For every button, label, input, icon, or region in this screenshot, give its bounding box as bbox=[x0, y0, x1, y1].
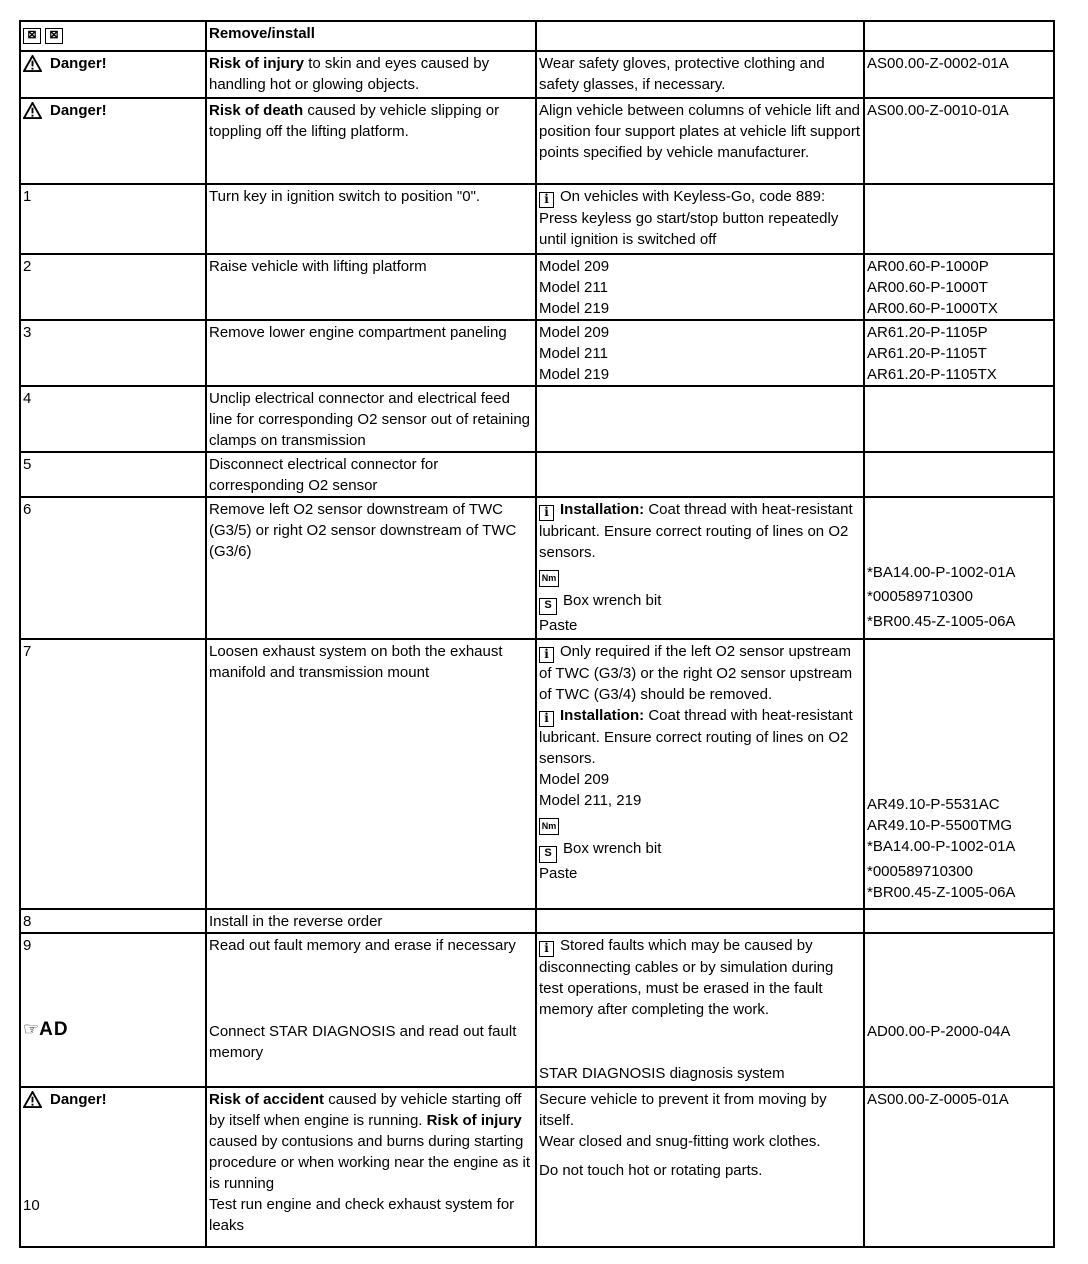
step-row: 9 ☞AD Read out fault memory and erase if necessary Connect STAR DIAGNOSIS and read out fault memory i Stored faults which may be caused by disconnecting cables or by simulation during test operations, must be erased in the fault memory after completing the work. STAR DIAGNOSIS diagnosis system AD00.00-P-2000-04A bbox=[20, 933, 1054, 1087]
info-icon: i bbox=[539, 192, 554, 208]
remove-icon: ⊠ bbox=[23, 28, 41, 44]
step-row: 4 Unclip electrical connector and electrical feed line for corresponding O2 sensor out of retaining clamps on transmission bbox=[20, 386, 1054, 452]
warning-triangle-icon bbox=[23, 1091, 42, 1108]
pointing-hand-icon: ☞ bbox=[23, 1019, 40, 1039]
danger-label: Danger! bbox=[23, 100, 107, 121]
install-icon: ⊠ bbox=[45, 28, 63, 44]
step-row: 8 Install in the reverse order bbox=[20, 909, 1054, 933]
procedure-table bbox=[19, 20, 1055, 1248]
warning-triangle-icon bbox=[23, 102, 42, 119]
danger-row: Danger! 10 Risk of accident caused by vehicle starting off by itself when engine is running. Risk of injury caused by contusions and burns during starting procedure or when working near the engine as it is running Test run engine and check exhaust system for leaks Secure vehicle to prevent it from moving by itself. Wear closed and snug-fitting work clothes. Do not touch hot or rotating parts. AS00.00-Z-0005-01A bbox=[20, 1087, 1054, 1247]
info-icon: i bbox=[539, 647, 554, 663]
step-row: 2 Raise vehicle with lifting platform Model 209 Model 211 Model 219 AR00.60-P-1000P AR00.60-P-1000T AR00.60-P-1000TX bbox=[20, 254, 1054, 320]
tool-icon: S bbox=[539, 846, 557, 863]
step-row: 6 Remove left O2 sensor downstream of TWC (G3/5) or right O2 sensor downstream of TWC (G3/6) i Installation: Coat thread with heat-resistant lubricant. Ensure correct routing of lines on O2 sensors. Nm S Box wrench bit Paste *BA14.00-P-1002-01A *000589710300 *BR00.45-Z-1005-06A bbox=[20, 497, 1054, 639]
danger-row: Danger! Risk of death caused by vehicle slipping or toppling off the lifting platform. Align vehicle between columns of vehicle lift and position four support plates at vehicle lift support points specified by vehicle manufacturer. AS00.00-Z-0010-01A bbox=[20, 98, 1054, 184]
torque-icon: Nm bbox=[539, 818, 559, 835]
step-row: 7 Loosen exhaust system on both the exhaust manifold and transmission mount i Only required if the left O2 sensor upstream of TWC (G3/3) or the right O2 sensor upstream of TWC (G3/4) should be removed. i Installation: Coat thread with heat-resistant lubricant. Ensure correct routing of lines on O2 sensors. Model 209 Model 211, 219 Nm S Box wrench bit Paste AR49.10-P-5531AC AR49.10-P-5500TMG *BA14.00-P-1002-01A *000589710300 *BR00.45-Z-1005-06A bbox=[20, 639, 1054, 909]
danger-label: Danger! bbox=[23, 1089, 107, 1110]
ad-label: AD bbox=[39, 1019, 69, 1040]
danger-label: Danger! bbox=[23, 53, 107, 74]
warning-triangle-icon bbox=[23, 55, 42, 72]
danger-row: Danger! Risk of injury to skin and eyes caused by handling hot or glowing objects. Wear safety gloves, protective clothing and safety glasses, if necessary. AS00.00-Z-0002-01A bbox=[20, 51, 1054, 98]
info-icon: i bbox=[539, 711, 554, 727]
step-row: 5 Disconnect electrical connector for corresponding O2 sensor bbox=[20, 452, 1054, 497]
torque-icon: Nm bbox=[539, 570, 559, 587]
header-row bbox=[20, 21, 1054, 51]
info-icon: i bbox=[539, 941, 554, 957]
header-title: Remove/install bbox=[209, 25, 315, 42]
step-row: 3 Remove lower engine compartment paneling Model 209 Model 211 Model 219 AR61.20-P-1105P AR61.20-P-1105T AR61.20-P-1105TX bbox=[20, 320, 1054, 386]
info-icon: i bbox=[539, 505, 554, 521]
step-row: 1 Turn key in ignition switch to position "0". i On vehicles with Keyless-Go, code 889: Press keyless go start/stop button repeatedly until ignition is switched off bbox=[20, 184, 1054, 254]
tool-icon: S bbox=[539, 598, 557, 615]
